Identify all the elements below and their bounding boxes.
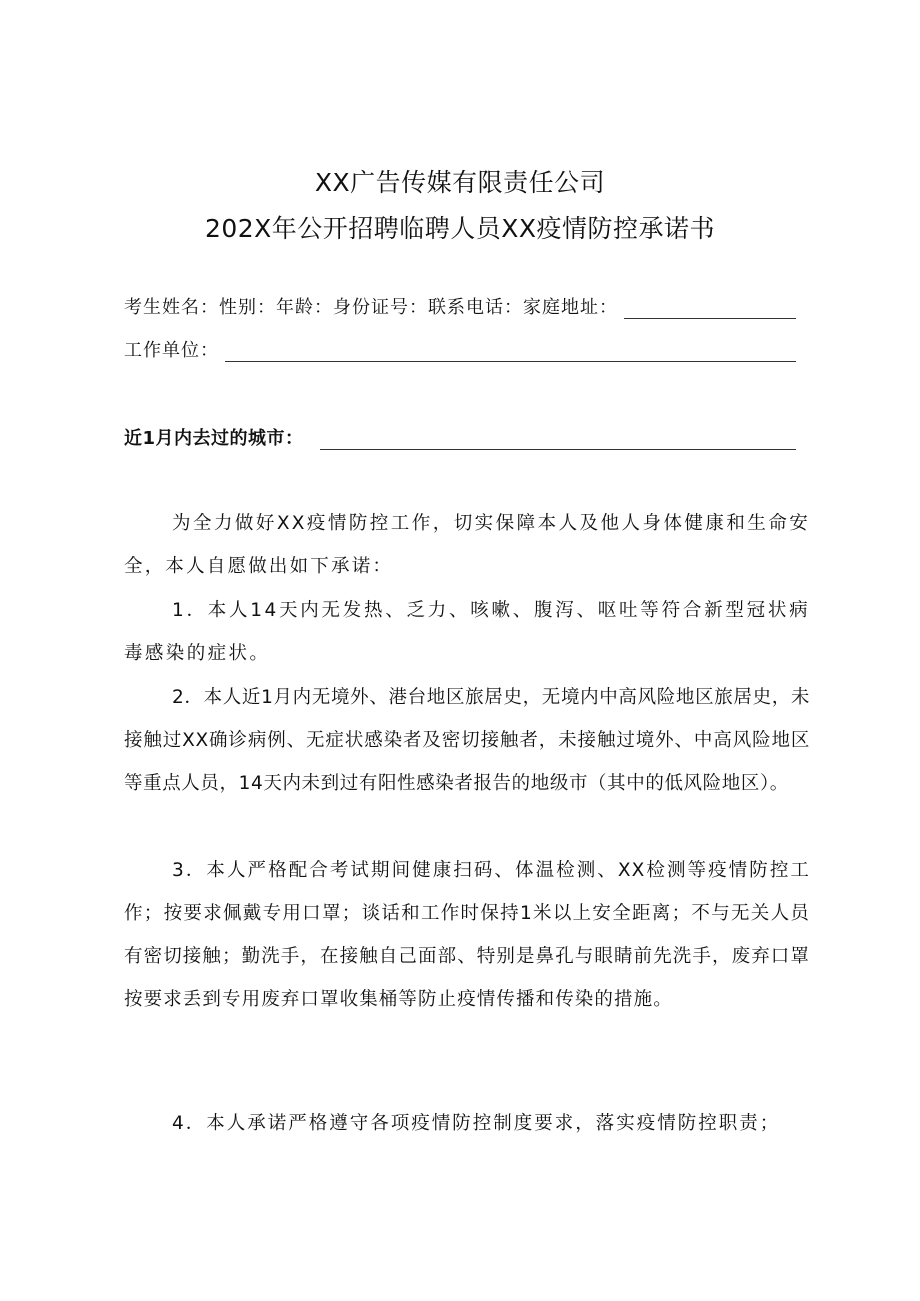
pledge-item-4: 4．本人承诺严格遵守各项疫情防控制度要求，落实疫情防控职责；: [172, 1113, 781, 1134]
visited-cities-row: [124, 424, 796, 454]
pledge-item-2: 2．本人近1月内无境外、港台地区旅居史，无境内中高风险地区旅居史，未接触过XX确诊病例、无症状感染者及密切接触者，未接触过境外、中高风险地区等重点人员，14天内未到过有阳性感染者报告的地级市（其中的低风险地区）。: [124, 687, 810, 794]
document-title-pledge: 202X年公开招聘临聘人员XX疫情防控承诺书: [204, 214, 716, 243]
work-unit-label: 工作单位：: [124, 340, 219, 361]
applicant-info-label: 考生姓名：性别：年龄：身份证号：联系电话：家庭地址：: [124, 297, 618, 318]
applicant-info-row: [124, 293, 796, 323]
pledge-item-1: 1．本人14天内无发热、乏力、咳嗽、腹泻、呕吐等符合新型冠状病毒感染的症状。: [124, 600, 810, 664]
pledge-item-3: 3．本人严格配合考试期间健康扫码、体温检测、XX检测等疫情防控工作；按要求佩戴专用口罩；谈话和工作时保持1米以上安全距离；不与无关人员有密切接触；勤洗手，在接触自己面部、特别是鼻孔与眼睛前先洗手，废弃口罩按要求丢到专用废弃口罩收集桶等防止疫情传播和传染的措施。: [124, 860, 811, 1010]
home-address-blank[interactable]: [624, 296, 796, 319]
document-title-company: XX广告传媒有限责任公司: [314, 168, 606, 197]
intro-paragraph: 为全力做好XX疫情防控工作，切实保障本人及他人身体健康和生命安全，本人自愿做出如下承诺：: [124, 513, 810, 577]
work-unit-blank[interactable]: [225, 339, 796, 362]
visited-cities-label: 近1月内去过的城市：: [124, 428, 304, 449]
visited-cities-blank[interactable]: [320, 427, 796, 450]
work-unit-row: [124, 336, 796, 366]
